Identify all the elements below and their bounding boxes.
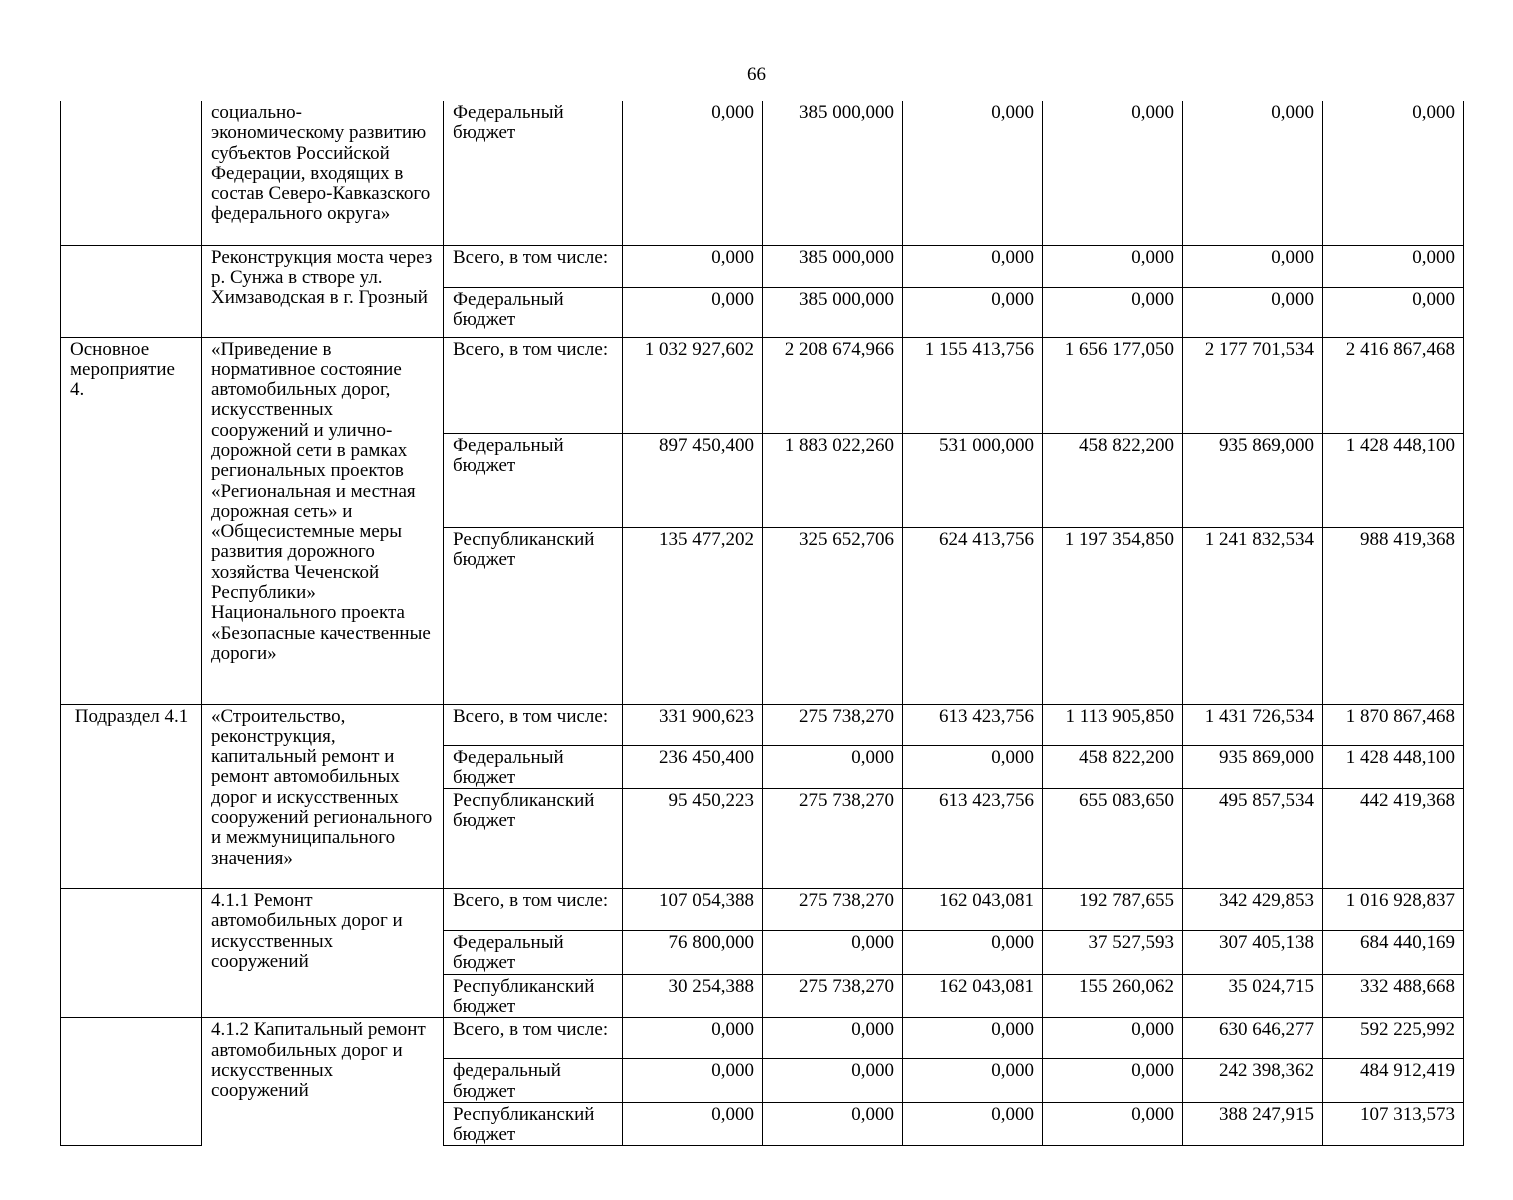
name-cell: 4.1.2 Капитальный ремонт автомобильных дорог и искусственных сооружений [202,1018,444,1146]
value-cell: 388 247,915 [1183,1102,1323,1146]
value-cell: 0,000 [1043,1102,1183,1146]
value-cell: 0,000 [1043,245,1183,287]
value-cell: 0,000 [1043,1018,1183,1059]
value-cell: 385 000,000 [763,245,903,287]
value-cell: 0,000 [903,287,1043,337]
value-cell: 684 440,169 [1323,931,1464,975]
code-cell [61,1018,202,1146]
code-cell: Подраздел 4.1 [61,704,202,889]
value-cell: 155 260,062 [1043,974,1183,1018]
value-cell: 1 431 726,534 [1183,704,1323,745]
code-cell [61,245,202,337]
value-cell: 385 000,000 [763,287,903,337]
value-cell: 275 738,270 [763,704,903,745]
source-cell: Всего, в том числе: [444,1018,623,1059]
value-cell: 592 225,992 [1323,1018,1464,1059]
value-cell: 0,000 [1183,245,1323,287]
value-cell: 613 423,756 [903,704,1043,745]
value-cell: 1 155 413,756 [903,337,1043,433]
value-cell: 307 405,138 [1183,931,1323,975]
value-cell: 0,000 [623,245,763,287]
source-cell: Республиканский бюджет [444,789,623,889]
budget-table [60,101,1464,1146]
table-row [61,101,1464,245]
value-cell: 655 083,650 [1043,789,1183,889]
value-cell: 1 428 448,100 [1323,433,1464,527]
value-cell: 458 822,200 [1043,433,1183,527]
source-cell: Всего, в том числе: [444,245,623,287]
value-cell: 0,000 [903,245,1043,287]
value-cell: 630 646,277 [1183,1018,1323,1059]
value-cell: 442 419,368 [1323,789,1464,889]
value-cell: 35 024,715 [1183,974,1323,1018]
value-cell: 30 254,388 [623,974,763,1018]
table-row [61,1018,1464,1059]
table-row [61,337,1464,433]
code-cell [61,101,202,245]
value-cell: 1 197 354,850 [1043,527,1183,704]
value-cell: 0,000 [1043,101,1183,245]
source-cell: Федеральный бюджет [444,433,623,527]
source-cell: Республиканский бюджет [444,974,623,1018]
value-cell: 988 419,368 [1323,527,1464,704]
source-cell: Всего, в том числе: [444,889,623,931]
value-cell: 275 738,270 [763,889,903,931]
value-cell: 107 054,388 [623,889,763,931]
page-number: 66 [747,64,766,85]
value-cell: 0,000 [1183,287,1323,337]
source-cell: федеральный бюджет [444,1059,623,1103]
value-cell: 107 313,573 [1323,1102,1464,1146]
value-cell: 76 800,000 [623,931,763,975]
source-cell: Федеральный бюджет [444,287,623,337]
value-cell: 0,000 [1323,287,1464,337]
value-cell: 531 000,000 [903,433,1043,527]
value-cell: 162 043,081 [903,974,1043,1018]
value-cell: 0,000 [903,1018,1043,1059]
value-cell: 0,000 [903,745,1043,789]
value-cell: 0,000 [903,1059,1043,1103]
value-cell: 1 113 905,850 [1043,704,1183,745]
value-cell: 0,000 [763,1102,903,1146]
value-cell: 275 738,270 [763,974,903,1018]
value-cell: 0,000 [763,745,903,789]
value-cell: 331 900,623 [623,704,763,745]
value-cell: 0,000 [1323,101,1464,245]
source-cell: Всего, в том числе: [444,704,623,745]
value-cell: 242 398,362 [1183,1059,1323,1103]
value-cell: 332 488,668 [1323,974,1464,1018]
value-cell: 1 883 022,260 [763,433,903,527]
value-cell: 495 857,534 [1183,789,1323,889]
source-cell: Всего, в том числе: [444,337,623,433]
value-cell: 484 912,419 [1323,1059,1464,1103]
value-cell: 0,000 [903,101,1043,245]
source-cell: Федеральный бюджет [444,745,623,789]
value-cell: 37 527,593 [1043,931,1183,975]
code-cell [61,889,202,1018]
value-cell: 613 423,756 [903,789,1043,889]
value-cell: 162 043,081 [903,889,1043,931]
value-cell: 2 416 867,468 [1323,337,1464,433]
value-cell: 0,000 [763,931,903,975]
value-cell: 0,000 [1043,287,1183,337]
value-cell: 935 869,000 [1183,433,1323,527]
source-cell: Республиканский бюджет [444,1102,623,1146]
table-row [61,245,1464,287]
value-cell: 458 822,200 [1043,745,1183,789]
value-cell: 0,000 [903,931,1043,975]
source-cell: Федеральный бюджет [444,931,623,975]
name-cell: Реконструкция моста через р. Сунжа в створе ул. Химзаводская в г. Грозный [202,245,444,337]
name-cell: социально-экономическому развитию субъектов Российской Федерации, входящих в состав Северо-Кавказского федерального округа» [202,101,444,245]
value-cell: 1 032 927,602 [623,337,763,433]
value-cell: 0,000 [1183,101,1323,245]
value-cell: 0,000 [1043,1059,1183,1103]
value-cell: 192 787,655 [1043,889,1183,931]
value-cell: 0,000 [623,1018,763,1059]
value-cell: 275 738,270 [763,789,903,889]
value-cell: 385 000,000 [763,101,903,245]
value-cell: 897 450,400 [623,433,763,527]
value-cell: 0,000 [903,1102,1043,1146]
table-row [61,889,1464,931]
value-cell: 2 177 701,534 [1183,337,1323,433]
value-cell: 0,000 [1323,245,1464,287]
value-cell: 0,000 [623,287,763,337]
code-cell: Основное мероприятие 4. [61,337,202,704]
name-cell: «Приведение в нормативное состояние автомобильных дорог, искусственных сооружений и улично-дорожной сети в рамках региональных проектов «Региональная и местная дорожная сеть» и «Общесистемные меры развития дорожного хозяйства Чеченской Республики» Национального проекта «Безопасные качественные дороги» [202,337,444,704]
value-cell: 624 413,756 [903,527,1043,704]
value-cell: 0,000 [623,1102,763,1146]
value-cell: 0,000 [623,1059,763,1103]
table-row [61,704,1464,745]
source-cell: Республиканский бюджет [444,527,623,704]
value-cell: 0,000 [623,101,763,245]
value-cell: 1 428 448,100 [1323,745,1464,789]
value-cell: 0,000 [763,1018,903,1059]
source-cell: Федеральный бюджет [444,101,623,245]
value-cell: 135 477,202 [623,527,763,704]
value-cell: 325 652,706 [763,527,903,704]
value-cell: 1 656 177,050 [1043,337,1183,433]
value-cell: 1 016 928,837 [1323,889,1464,931]
name-cell: 4.1.1 Ремонт автомобильных дорог и искусственных сооружений [202,889,444,1018]
name-cell: «Строительство, реконструкция, капитальный ремонт и ремонт автомобильных дорог и искусственных сооружений регионального и межмуниципального значения» [202,704,444,889]
value-cell: 2 208 674,966 [763,337,903,433]
value-cell: 236 450,400 [623,745,763,789]
value-cell: 95 450,223 [623,789,763,889]
value-cell: 1 870 867,468 [1323,704,1464,745]
value-cell: 1 241 832,534 [1183,527,1323,704]
value-cell: 342 429,853 [1183,889,1323,931]
value-cell: 0,000 [763,1059,903,1103]
value-cell: 935 869,000 [1183,745,1323,789]
